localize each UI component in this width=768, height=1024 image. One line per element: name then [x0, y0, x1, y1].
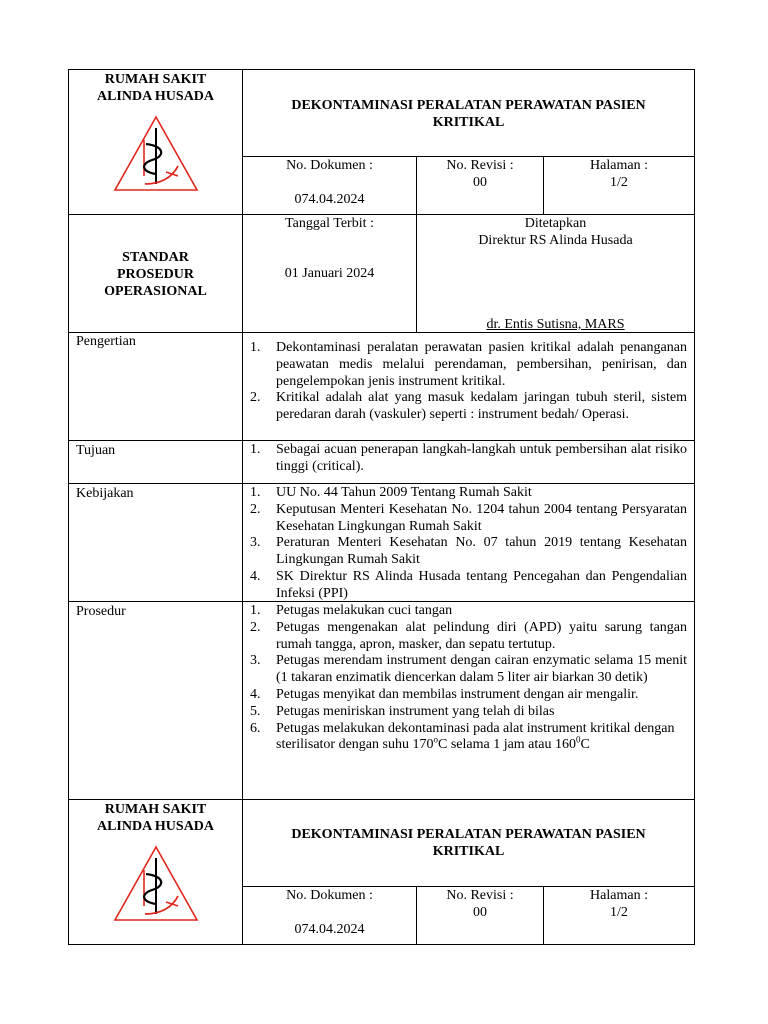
page-label: Halaman :	[590, 888, 648, 903]
spo-title-line3: OPERASIONAL	[104, 284, 207, 299]
signer-name	[417, 316, 694, 333]
list-item: 1. Dekontaminasi peralatan perawatan pasien kritikal adalah penanganan peawatan medis melalui perendaman, pembersihan, penirisan, dan pengelempokan jenis instrument kritikal.	[250, 340, 687, 389]
list-item: 5. Petugas meniriskan instrument yang telah di bilas	[250, 703, 555, 719]
section-label-pengertian: Pengertian	[76, 334, 136, 349]
hospital-name	[69, 801, 242, 835]
list-item-text: Petugas merendam instrument dengan cairan enzymatic selama 15 menit (1 takaran enzimatik diencerkan dalam 5 liter air biarkan 30 detik)	[276, 653, 687, 686]
section-label-prosedur: Prosedur	[76, 604, 126, 619]
list-item-text: Peraturan Menteri Kesehatan No. 07 tahun 2019 tentang Kesehatan Lingkungan Rumah Sakit	[276, 535, 687, 568]
revision-value: 00	[473, 905, 487, 920]
signer-name-text: dr. Entis Sutisna, MARS	[486, 317, 625, 332]
section-content-pengertian	[244, 340, 687, 424]
list-item-text: C selama 1 jam atau 160	[437, 737, 577, 753]
table-border	[694, 69, 695, 800]
list-item-text: C	[580, 737, 590, 753]
list-item-text: Petugas melakukan dekontaminasi pada alat instrument kritikal dengan sterilisator dengan suhu 170	[276, 720, 675, 753]
list-item: 2. Petugas mengenakan alat pelindung diri (APD) yaitu sarung tangan rumah tangga, apron, masker, dan sepatu tertutup.	[250, 619, 687, 652]
hospital-logo-icon	[112, 114, 200, 194]
revision-label: No. Revisi :	[446, 158, 514, 173]
hospital-name-line1: RUMAH SAKIT	[104, 72, 207, 87]
list-item-text: Dekontaminasi peralatan perawatan pasien kritikal adalah penanganan peawatan medis melalui perendaman, pembersihan, penirisan, dan pengelempokan jenis instrument kritikal.	[276, 340, 687, 389]
list-item: 1. UU No. 44 Tahun 2009 Tentang Rumah Sakit	[250, 485, 532, 500]
hospital-name-line1: RUMAH SAKIT	[104, 802, 207, 817]
list-item: 1. Petugas melakukan cuci tangan	[250, 603, 453, 618]
doc-number-label: No. Dokumen :	[286, 888, 373, 903]
hospital-name	[69, 71, 242, 105]
list-item-text: Petugas mengenakan alat pelindung diri (APD) yaitu sarung tangan rumah tangga, apron, masker, dan sepatu tertutup.	[276, 619, 687, 652]
spo-title	[69, 249, 242, 300]
list-item-text: Petugas menyikat dan membilas instrument dengan air mengalir.	[276, 686, 639, 702]
section-content-prosedur	[244, 603, 687, 754]
table-border	[242, 332, 243, 800]
list-item: 1. Sebagai acuan penerapan langkah-langkah untuk pembersihan alat risiko tinggi (critical).	[250, 442, 687, 474]
list-item-text: Petugas melakukan cuci tangan	[276, 603, 453, 618]
list-item: 3. Petugas merendam instrument dengan cairan enzymatic selama 15 menit (1 takaran enzimatik diencerkan dalam 5 liter air biarkan 30 detik)	[250, 653, 687, 686]
table-border	[68, 483, 695, 484]
hospital-logo-icon	[112, 844, 200, 924]
section-label-tujuan: Tujuan	[76, 443, 116, 458]
approved-label: Ditetapkan	[524, 216, 587, 231]
list-item-text: Petugas meniriskan instrument yang telah di bilas	[276, 703, 555, 719]
table-border	[68, 69, 695, 70]
list-item-text: UU No. 44 Tahun 2009 Tentang Rumah Sakit	[276, 485, 532, 500]
list-item-text: Kritikal adalah alat yang masuk kedalam jaringan tubuh steril, sistem peredaran darah (vaskuler) seperti : instrument bedah/ Operasi.	[276, 390, 687, 423]
revision-label: No. Revisi :	[446, 888, 514, 903]
hospital-name-line2: ALINDA HUSADA	[96, 89, 215, 104]
section-content-tujuan	[244, 442, 687, 476]
list-item-text: Keputusan Menteri Kesehatan No. 1204 tahun 2004 tentang Persyaratan Kesehatan Lingkungan Rumah Sakit	[276, 501, 687, 534]
spo-title-line2: PROSEDUR	[116, 267, 194, 282]
list-item-text: Sebagai acuan penerapan langkah-langkah untuk pembersihan alat risiko tinggi (critical).	[276, 442, 687, 474]
section-label-kebijakan: Kebijakan	[76, 486, 134, 501]
table-border	[694, 800, 695, 945]
table-border	[68, 69, 69, 800]
spo-title-line1: STANDAR	[122, 250, 189, 265]
list-item: 3. Peraturan Menteri Kesehatan No. 07 tahun 2019 tentang Kesehatan Lingkungan Rumah Sakit	[250, 535, 687, 568]
document-title-line2: KRITIKAL	[432, 115, 505, 130]
revision-value: 00	[473, 175, 487, 190]
document-title-line1: DEKONTAMINASI PERALATAN PERAWATAN PASIEN	[291, 827, 646, 842]
section-content-kebijakan	[244, 485, 687, 603]
approved-by: Direktur RS Alinda Husada	[478, 233, 633, 248]
issue-date-value: 01 Januari 2024	[284, 266, 375, 281]
list-item: 4. SK Direktur RS Alinda Husada tentang Pencegahan dan Pengendalian Infeksi (PPI)	[250, 568, 687, 601]
page-value: 1/2	[610, 175, 628, 190]
document-title-line2: KRITIKAL	[432, 844, 505, 859]
table-border	[68, 944, 695, 945]
list-item: 6. Petugas melakukan dekontaminasi pada alat instrument kritikal dengan sterilisator dengan suhu 170$^o$C selama 1 jam atau $160^0C$	[250, 720, 675, 753]
degree-sup: 0	[576, 734, 581, 745]
table-border	[68, 440, 695, 441]
table-border	[68, 799, 695, 800]
doc-number-value: 074.04.2024	[294, 922, 365, 937]
doc-number-value: 074.04.2024	[294, 192, 365, 207]
list-item-text: SK Direktur RS Alinda Husada tentang Pencegahan dan Pengendalian Infeksi (PPI)	[276, 568, 687, 601]
list-item: 2. Keputusan Menteri Kesehatan No. 1204 tahun 2004 tentang Persyaratan Kesehatan Lingkungan Rumah Sakit	[250, 501, 687, 534]
page-label: Halaman :	[590, 158, 648, 173]
document-title	[243, 97, 694, 131]
document-title	[243, 826, 694, 860]
doc-number-label: No. Dokumen :	[286, 158, 373, 173]
document-title-line1: DEKONTAMINASI PERALATAN PERAWATAN PASIEN	[291, 98, 646, 113]
list-item: 4. Petugas menyikat dan membilas instrument dengan air mengalir.	[250, 686, 639, 702]
page-value: 1/2	[610, 905, 628, 920]
issue-date-label: Tanggal Terbit :	[285, 216, 374, 231]
degree-sup: o	[433, 734, 438, 745]
list-item: 2. Kritikal adalah alat yang masuk kedalam jaringan tubuh steril, sistem peredaran darah (vaskuler) seperti : instrument bedah/ Operasi.	[250, 390, 687, 423]
hospital-name-line2: ALINDA HUSADA	[96, 819, 215, 834]
